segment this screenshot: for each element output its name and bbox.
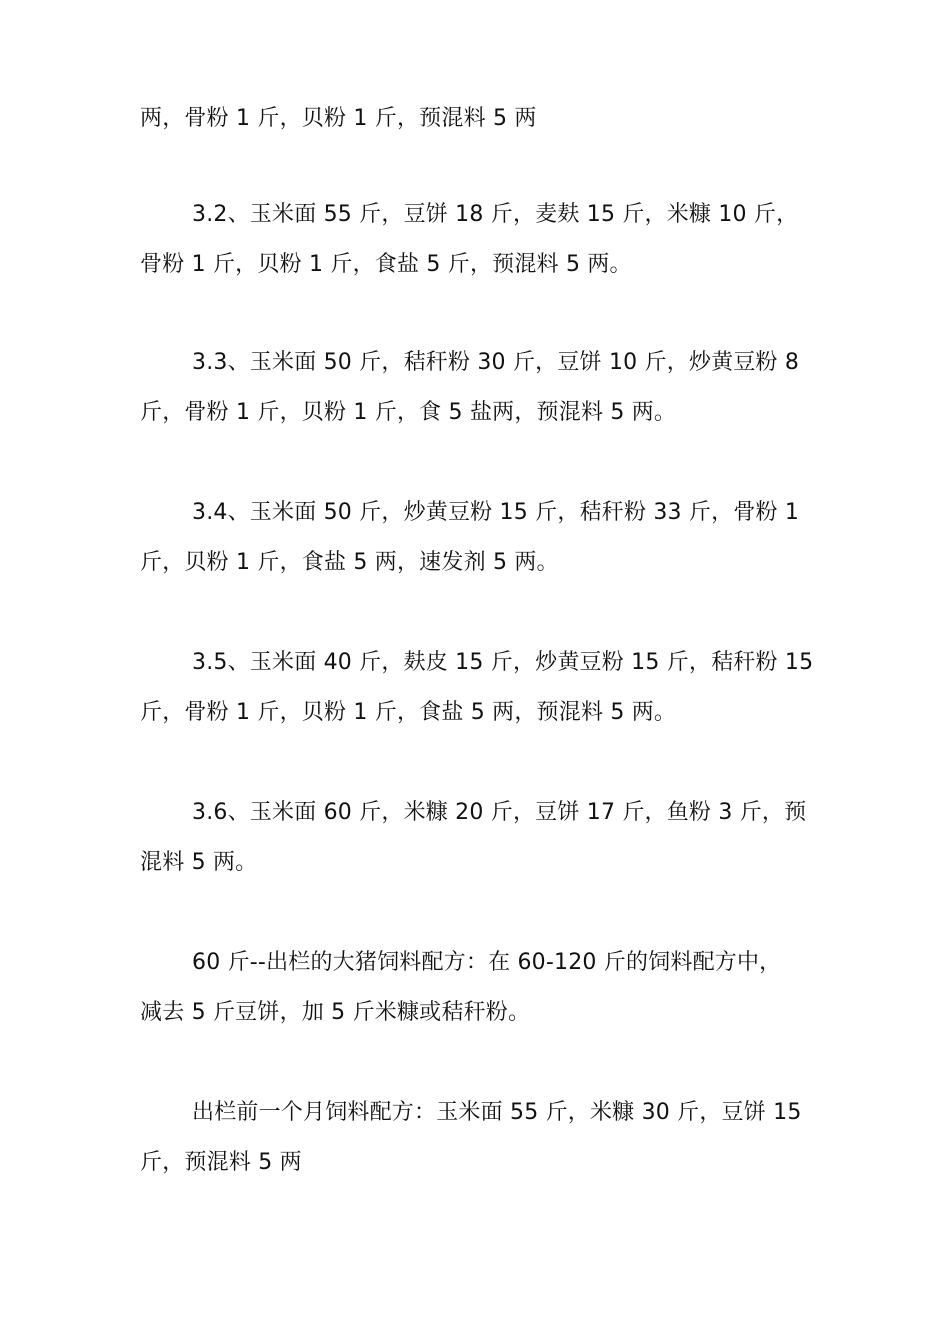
text-line: 60 斤--出栏的大猪饲料配方：在 60-120 斤的饲料配方中， [192,950,782,975]
text-line: 减去 5 斤豆饼，加 5 斤米糠或秸秆粉。 [140,1000,531,1025]
text-line: 3.2、玉米面 55 斤，豆饼 18 斤，麦麸 15 斤，米糠 10 斤， [192,202,799,227]
text-line: 两，骨粉 1 斤，贝粉 1 斤，预混料 5 两 [140,106,537,131]
paragraph-formula-3-2 [140,190,812,290]
text-line: 斤，预混料 5 两 [140,1150,302,1175]
text-line: 斤，骨粉 1 斤，贝粉 1 斤，食 5 盐两，预混料 5 两。 [140,400,677,425]
paragraph-formula-3-6 [140,788,812,888]
paragraph-formula-3-5 [140,638,812,738]
paragraph-continuation [140,94,812,144]
text-line: 3.3、玉米面 50 斤，秸秆粉 30 斤，豆饼 10 斤，炒黄豆粉 8 [192,350,800,375]
text-line: 骨粉 1 斤，贝粉 1 斤，食盐 5 斤，预混料 5 两。 [140,252,632,277]
text-line: 3.6、玉米面 60 斤，米糠 20 斤，豆饼 17 斤，鱼粉 3 斤，预 [192,800,807,825]
text-line: 斤，贝粉 1 斤，食盐 5 两，速发剂 5 两。 [140,550,559,575]
text-line: 出栏前一个月饲料配方：玉米面 55 斤，米糠 30 斤，豆饼 15 [192,1100,802,1125]
text-line: 混料 5 两。 [140,850,258,875]
paragraph-finishing-pig-formula [140,938,812,1038]
paragraph-formula-3-4 [140,488,812,588]
text-line: 斤，骨粉 1 斤，贝粉 1 斤，食盐 5 两，预混料 5 两。 [140,700,677,725]
text-line: 3.4、玉米面 50 斤，炒黄豆粉 15 斤，秸秆粉 33 斤，骨粉 1 [192,500,800,525]
paragraph-pre-market-formula [140,1088,812,1188]
text-line: 3.5、玉米面 40 斤，麸皮 15 斤，炒黄豆粉 15 斤，秸秆粉 15 [192,650,814,675]
paragraph-formula-3-3 [140,338,812,438]
